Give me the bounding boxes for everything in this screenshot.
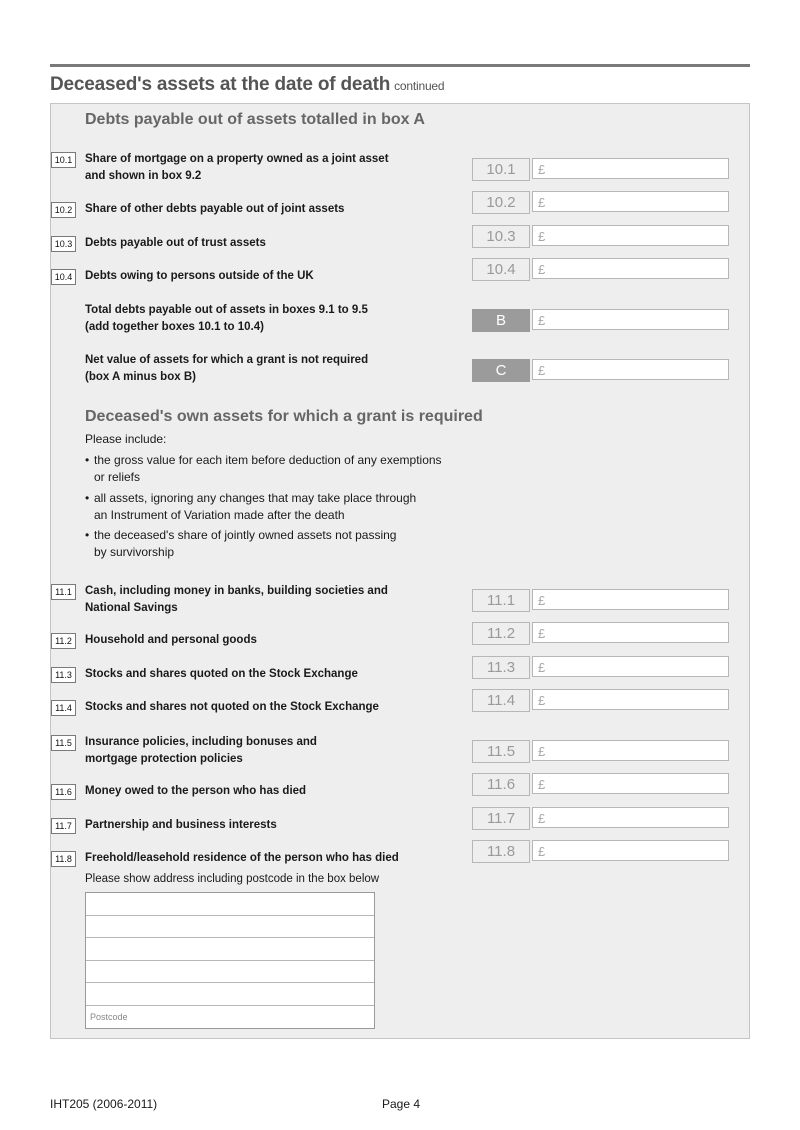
label-line: Household and personal goods	[85, 634, 257, 646]
address-instruction: Please show address including postcode in the box below	[85, 873, 380, 885]
label-line: Partnership and business interests	[85, 819, 277, 831]
label-line: mortgage protection policies	[85, 753, 243, 765]
label-line: (box A minus box B)	[85, 371, 196, 383]
label-line: Net value of assets for which a grant is not required	[85, 354, 369, 366]
amount-field-11-6[interactable]: £	[532, 773, 729, 794]
box-label-10-4: 10.4	[472, 258, 530, 281]
box-label-11-1: 11.1	[472, 589, 530, 612]
include-bullet	[85, 490, 416, 524]
continued-label: continued	[394, 79, 445, 93]
question-number-11-6: 11.6	[51, 784, 76, 800]
label-line: Debts payable out of trust assets	[85, 237, 266, 249]
postcode-label: Postcode	[90, 1011, 128, 1022]
question-label-11-6	[85, 783, 306, 800]
bullet-line: or reliefs	[94, 470, 141, 484]
top-rule	[50, 64, 750, 67]
question-number-10-1: 10.1	[51, 152, 76, 168]
amount-field-11-5[interactable]: £	[532, 740, 729, 761]
question-number-11-8: 11.8	[51, 851, 76, 867]
amount-field-11-2[interactable]: £	[532, 622, 729, 643]
label-line: Insurance policies, including bonuses and	[85, 736, 317, 748]
question-label-11-5	[85, 734, 317, 768]
page-title-text: Deceased's assets at the date of death	[50, 74, 391, 95]
question-label-11-4	[85, 699, 379, 716]
question-number-11-3: 11.3	[51, 667, 76, 683]
label-line: National Savings	[85, 602, 178, 614]
box-label-10-2: 10.2	[472, 191, 530, 214]
form-id: IHT205 (2006-2011)	[50, 1097, 158, 1111]
box-label-11-4: 11.4	[472, 689, 530, 712]
bullet-line: by survivorship	[94, 545, 175, 559]
amount-field-11-1[interactable]: £	[532, 589, 729, 610]
question-number-11-1: 11.1	[51, 584, 76, 600]
own-assets-heading: Deceased's own assets for which a grant is required	[85, 408, 483, 425]
page-title	[50, 74, 444, 96]
address-line-input[interactable]	[86, 916, 374, 939]
question-label-11-8	[85, 850, 399, 867]
question-number-11-2: 11.2	[51, 633, 76, 649]
bullet-line: • the gross value for each item before deduction of any exemptions	[85, 452, 442, 469]
question-label-11-1	[85, 583, 388, 617]
box-label-11-5: 11.5	[472, 740, 530, 763]
address-line-input[interactable]	[86, 983, 374, 1006]
question-number-10-3: 10.3	[51, 236, 76, 252]
amount-field-10-1[interactable]: £	[532, 158, 729, 179]
label-line: Share of other debts payable out of joint assets	[85, 203, 345, 215]
amount-field-11-7[interactable]: £	[532, 807, 729, 828]
question-number-10-4: 10.4	[51, 269, 76, 285]
question-label-11-7	[85, 817, 277, 834]
page-number: Page 4	[382, 1097, 421, 1111]
address-line-input[interactable]	[86, 961, 374, 984]
include-bullet	[85, 527, 396, 561]
postcode-field[interactable]	[86, 1006, 374, 1030]
box-label-11-7: 11.7	[472, 807, 530, 830]
amount-field-11-8[interactable]: £	[532, 840, 729, 861]
address-line-input[interactable]	[86, 938, 374, 961]
amount-field-10-3[interactable]: £	[532, 225, 729, 246]
amount-field-10-4[interactable]: £	[532, 258, 729, 279]
box-label-11-8: 11.8	[472, 840, 530, 863]
label-line: Share of mortgage on a property owned as a joint asset	[85, 153, 389, 165]
label-line: Cash, including money in banks, building societies and	[85, 585, 388, 597]
box-label-11-6: 11.6	[472, 773, 530, 796]
label-line: Stocks and shares quoted on the Stock Exchange	[85, 668, 358, 680]
box-label-10-1: 10.1	[472, 158, 530, 181]
amount-field-11-4[interactable]: £	[532, 689, 729, 710]
question-number-11-5: 11.5	[51, 735, 76, 751]
box-label-11-3: 11.3	[472, 656, 530, 679]
amount-field-11-3[interactable]: £	[532, 656, 729, 677]
question-label-10-1	[85, 151, 389, 185]
amount-field-b[interactable]: £	[532, 309, 729, 330]
question-label-11-2	[85, 632, 257, 649]
please-include-label: Please include:	[85, 432, 167, 446]
label-line: Total debts payable out of assets in boxes 9.1 to 9.5	[85, 304, 368, 316]
label-line: Debts owing to persons outside of the UK	[85, 270, 314, 282]
label-line: Freehold/leasehold residence of the person who has died	[85, 852, 399, 864]
address-box	[85, 892, 375, 1029]
box-label-b: B	[472, 309, 530, 332]
bullet-line: • all assets, ignoring any changes that may take place through	[85, 490, 416, 507]
bullet-line: an Instrument of Variation made after the death	[94, 508, 345, 522]
question-label-10-3	[85, 235, 266, 252]
question-label-10-2	[85, 201, 344, 218]
question-label-10-4	[85, 268, 314, 285]
box-label-c: C	[472, 359, 530, 382]
total-debts-label	[85, 302, 368, 336]
label-line: and shown in box 9.2	[85, 170, 202, 182]
question-number-10-2: 10.2	[51, 202, 76, 218]
label-line: Money owed to the person who has died	[85, 785, 307, 797]
box-label-10-3: 10.3	[472, 225, 530, 248]
address-line-input[interactable]	[86, 893, 374, 916]
net-value-label	[85, 352, 368, 386]
bullet-line: • the deceased's share of jointly owned assets not passing	[85, 527, 396, 544]
box-label-11-2: 11.2	[472, 622, 530, 645]
label-line: Stocks and shares not quoted on the Stock Exchange	[85, 701, 379, 713]
question-number-11-4: 11.4	[51, 700, 76, 716]
question-label-11-3	[85, 666, 358, 683]
debts-heading: Debts payable out of assets totalled in box A	[85, 111, 425, 128]
amount-field-10-2[interactable]: £	[532, 191, 729, 212]
question-number-11-7: 11.7	[51, 818, 76, 834]
amount-field-c[interactable]: £	[532, 359, 729, 380]
label-line: (add together boxes 10.1 to 10.4)	[85, 321, 264, 333]
include-bullet	[85, 452, 442, 486]
